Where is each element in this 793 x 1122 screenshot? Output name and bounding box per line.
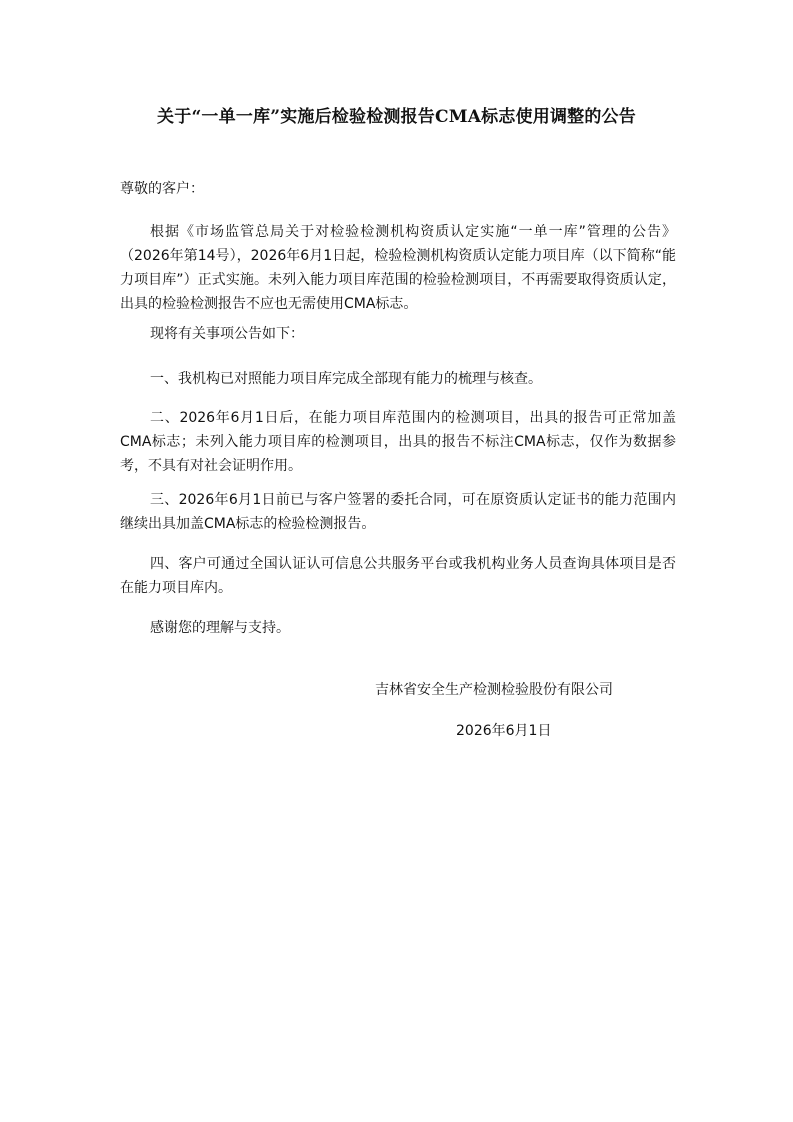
paragraph-thanks: 感谢您的理解与支持。	[150, 620, 290, 636]
paragraph-intro: 现将有关事项公告如下：	[150, 326, 304, 342]
paragraph-item-1: 一、我机构已对照能力项目库完成全部现有能力的梳理与核查。	[150, 371, 542, 387]
salutation: 尊敬的客户：	[120, 181, 204, 197]
paragraph-basis: 根据《市场监管总局关于对检验检测机构资质认定实施“一单一库”管理的公告》（2026年第14号），2026年6月1日起，检验检测机构资质认定能力项目库（以下简称“能力项目库”）正式实施。未列入能力项目库范围的检验检测项目，不再需要取得资质认定，出具的检验检测报告不应也无需使用CMA标志。	[120, 224, 676, 312]
signature-date: 2026年6月1日	[456, 723, 552, 739]
signature-organization: 吉林省安全生产检测检验股份有限公司	[375, 682, 613, 698]
paragraph-item-3: 三、2026年6月1日前已与客户签署的委托合同，可在原资质认定证书的能力范围内继续出具加盖CMA标志的检验检测报告。	[120, 492, 676, 532]
paragraph-item-2: 二、2026年6月1日后，在能力项目库范围内的检测项目，出具的报告可正常加盖CMA标志；未列入能力项目库的检测项目，出具的报告不标注CMA标志，仅作为数据参考，不具有对社会证明作用。	[120, 410, 676, 474]
document-title: 关于“一单一库”实施后检验检测报告CMA标志使用调整的公告	[157, 107, 636, 127]
paragraph-item-4: 四、客户可通过全国认证认可信息公共服务平台或我机构业务人员查询具体项目是否在能力项目库内。	[120, 556, 676, 596]
